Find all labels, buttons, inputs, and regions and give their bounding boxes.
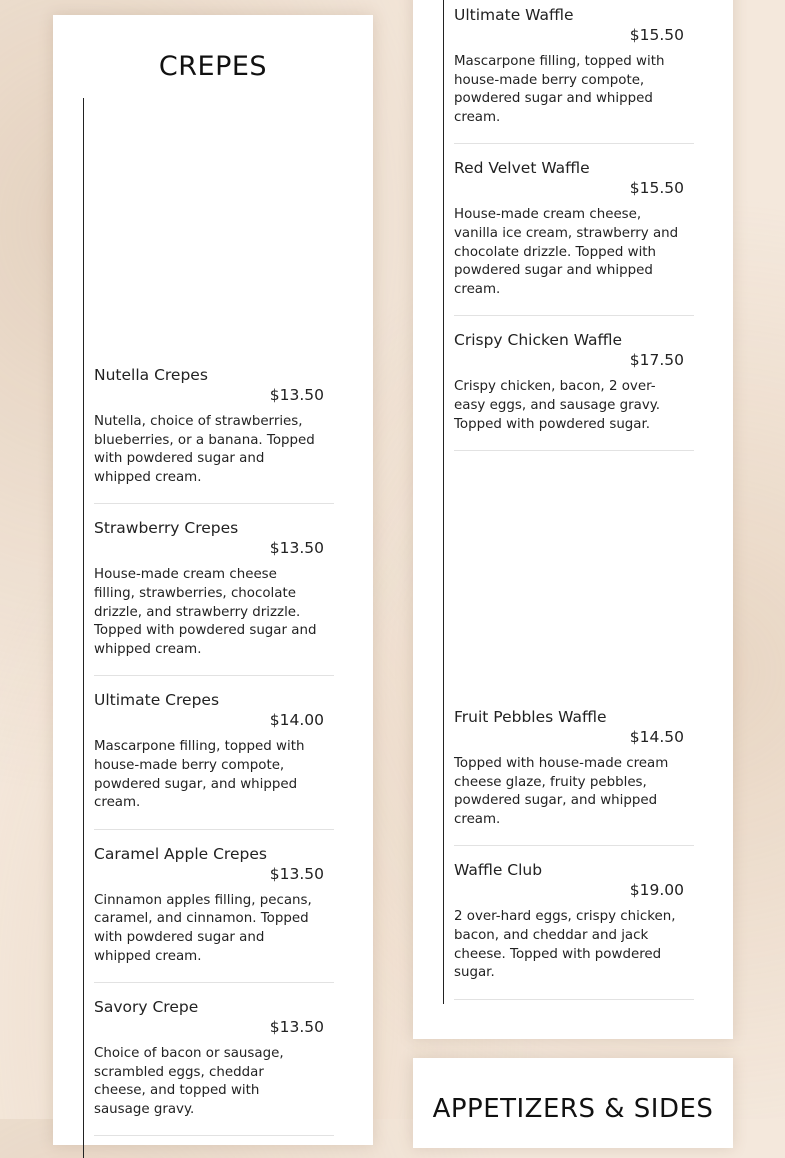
menu-item-name: Caramel Apple Crepes bbox=[94, 844, 267, 863]
menu-item-name: Waffle Club bbox=[454, 861, 543, 880]
menu-item-description: 2 over-hard eggs, crispy chicken, bacon, and cheddar and jack cheese. Topped with powdered sugar. bbox=[454, 909, 676, 981]
crepes-section-title: CREPES bbox=[158, 51, 268, 82]
menu-item-name: Fruit Pebbles Waffle bbox=[454, 708, 607, 726]
menu-item-price: $17.50 bbox=[629, 351, 684, 370]
menu-item bbox=[454, 860, 694, 999]
menu-item bbox=[454, 707, 694, 846]
menu-item-description: Topped with house-made cream cheese glaze, fruity pebbles, powdered sugar, and whipped cream. bbox=[454, 756, 669, 827]
menu-item-price: $13.50 bbox=[269, 386, 324, 404]
waffles-item-list-top bbox=[454, 5, 694, 465]
crepes-item-list bbox=[94, 365, 334, 1150]
crepes-vertical-rule bbox=[83, 98, 84, 1158]
menu-item-description: Mascarpone filling, topped with house-made berry compote, powdered sugar and whipped cream. bbox=[454, 54, 665, 125]
menu-item-price: $14.00 bbox=[269, 711, 324, 730]
menu-item-name: Savory Crepe bbox=[94, 998, 199, 1017]
menu-item-description: Cinnamon apples filling, pecans, caramel, and cinnamon. Topped with powdered sugar and whipped cream. bbox=[94, 892, 312, 964]
waffles-item-list-bottom bbox=[454, 707, 694, 1014]
menu-item-description: Mascarpone filling, topped with house-made berry compote, powdered sugar, and whipped cream. bbox=[94, 739, 305, 811]
menu-item-price: $19.00 bbox=[629, 881, 684, 900]
menu-item bbox=[454, 5, 694, 144]
menu-item bbox=[94, 997, 334, 1136]
menu-item bbox=[454, 158, 694, 316]
menu-item-description: Nutella, choice of strawberries, blueberries, or a banana. Topped with powdered sugar and whipped cream. bbox=[94, 414, 315, 485]
menu-item-name: Ultimate Waffle bbox=[454, 6, 574, 24]
menu-item-name: Strawberry Crepes bbox=[94, 519, 239, 538]
menu-item-name: Ultimate Crepes bbox=[94, 691, 220, 710]
menu-item bbox=[94, 518, 334, 676]
menu-item-description: House-made cream cheese, vanilla ice cream, strawberry and chocolate drizzle. Topped with powdered sugar and whipped cream. bbox=[454, 207, 679, 297]
menu-item bbox=[94, 365, 334, 504]
appetizers-section-title: APPETIZERS & SIDES bbox=[432, 1094, 714, 1124]
menu-item-description: Choice of bacon or sausage, scrambled eggs, cheddar cheese, and topped with sausage gravy. bbox=[94, 1046, 284, 1117]
waffles-menu-card bbox=[413, 0, 733, 1039]
menu-item-price: $14.50 bbox=[629, 728, 684, 746]
appetizers-menu-card bbox=[413, 1058, 733, 1148]
menu-item bbox=[94, 690, 334, 829]
menu-item-description: Crispy chicken, bacon, 2 over-easy eggs, and sausage gravy. Topped with powdered sugar. bbox=[454, 379, 661, 432]
menu-item-price: $15.50 bbox=[629, 179, 684, 198]
menu-item-price: $13.50 bbox=[269, 539, 324, 558]
menu-item bbox=[94, 844, 334, 983]
menu-item-price: $13.50 bbox=[269, 1018, 324, 1037]
menu-item-name: Nutella Crepes bbox=[94, 366, 208, 384]
menu-item bbox=[454, 330, 694, 451]
waffles-vertical-rule bbox=[443, 0, 444, 1004]
crepes-menu-card bbox=[53, 15, 373, 1145]
menu-item-price: $13.50 bbox=[269, 864, 324, 883]
menu-item-name: Crispy Chicken Waffle bbox=[454, 331, 623, 350]
menu-item-description: House-made cream cheese filling, strawberries, chocolate drizzle, and strawberry drizzle. Topped with powdered sugar and whipped cream. bbox=[94, 567, 317, 657]
menu-item-price: $15.50 bbox=[629, 26, 684, 44]
menu-item-name: Red Velvet Waffle bbox=[454, 159, 590, 178]
